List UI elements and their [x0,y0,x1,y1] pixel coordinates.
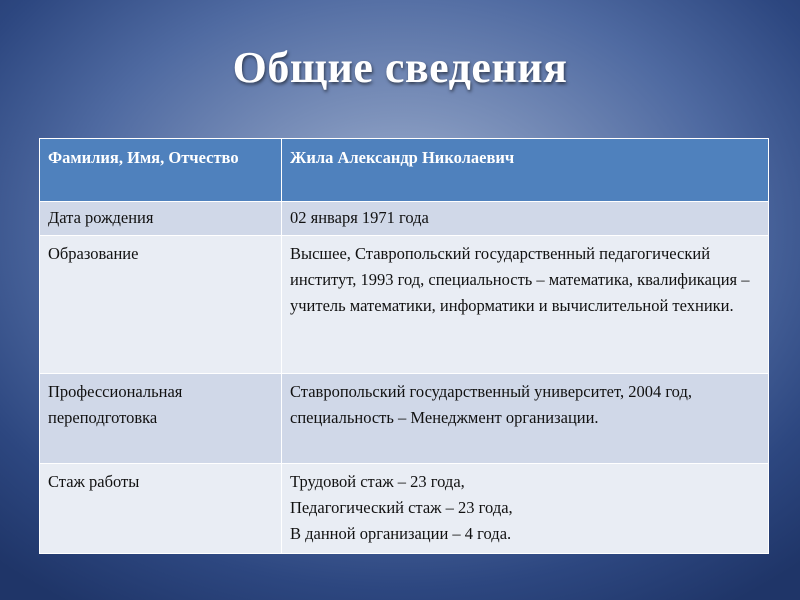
experience-line-organization: В данной организации – 4 года. [290,524,512,543]
table-header-row [40,139,769,202]
header-value-cell: Жила Александр Николаевич [282,139,769,202]
education-value-cell: Высшее, Ставропольский государственный педагогический институт, 1993 год, специальность – математика, квалификация – учитель математики, информатики и вычислительной техники. [282,236,769,374]
experience-line-teaching: Педагогический стаж – 23 года, [290,498,513,517]
info-table [39,138,769,554]
experience-label-cell: Стаж работы [40,464,282,554]
table-row-birthdate [40,202,769,236]
experience-value-cell [282,464,769,554]
table-row-education [40,236,769,374]
retraining-value-cell: Ставропольский государственный университет, 2004 год, специальность – Менеджмент организации. [282,374,769,464]
header-label-cell: Фамилия, Имя, Отчество [40,139,282,202]
table-row-experience [40,464,769,554]
birthdate-value-cell: 02 января 1971 года [282,202,769,236]
education-label-cell: Образование [40,236,282,374]
slide-title: Общие сведения [232,43,568,92]
retraining-label-cell: Профессиональная переподготовка [40,374,282,464]
experience-line-total: Трудовой стаж – 23 года, [290,472,465,491]
table-row-retraining [40,374,769,464]
birthdate-label-cell: Дата рождения [40,202,282,236]
